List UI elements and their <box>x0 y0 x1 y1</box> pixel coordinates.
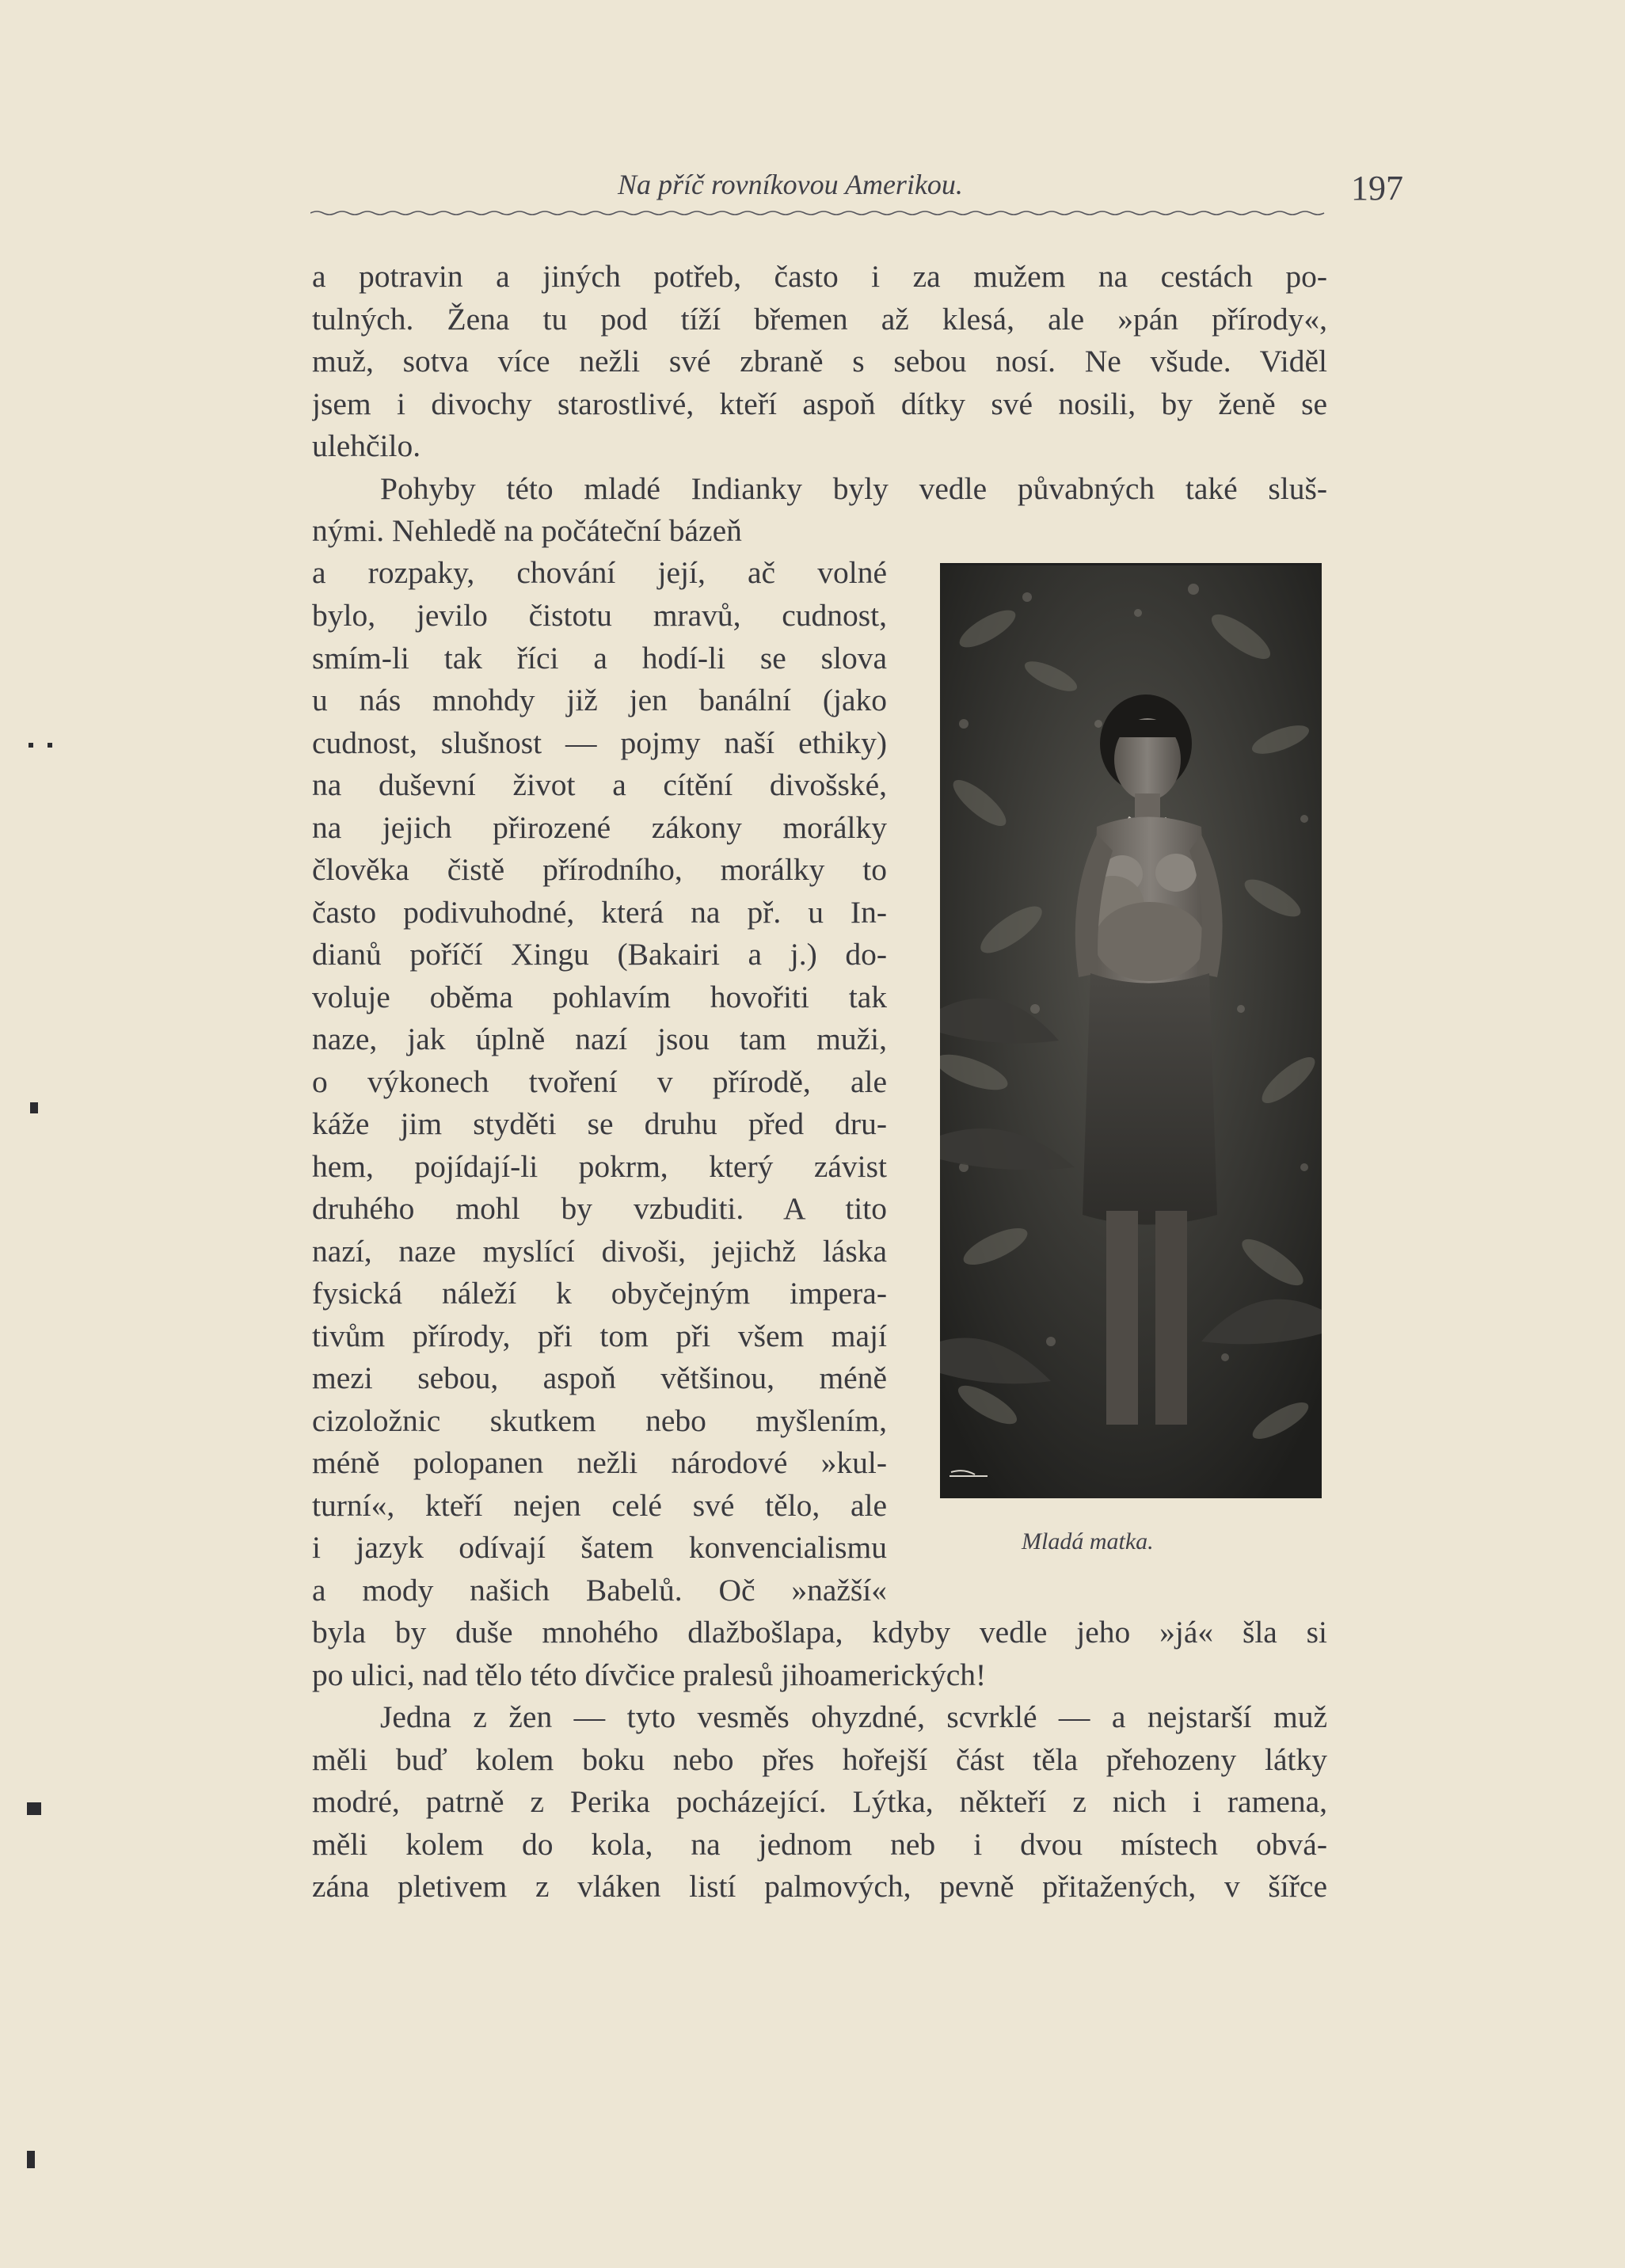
text-line: byla by duše mnohého dlažbošlapa, kdyby vedle jeho »já« šla si <box>312 1615 1327 1650</box>
text-line: naze, jak úplně nazí jsou tam muži, <box>312 1022 887 1056</box>
text-line: ulehčilo. <box>312 428 421 463</box>
header-wavy-rule <box>310 209 1329 217</box>
text-line: nými. Nehledě na počáteční bázeň <box>312 513 742 548</box>
figure-caption: Mladá matka. <box>1022 1528 1154 1554</box>
text-line: Jedna z žen — tyto vesměs ohyzdné, scvrklé — a nejstarší muž <box>380 1699 1327 1734</box>
text-line: nazí, naze myslící divoši, jejichž láska <box>312 1234 887 1269</box>
text-line: cizoložnic skutkem nebo myšlením, <box>312 1403 887 1438</box>
text-line: turní«, kteří nejen celé své tělo, ale <box>312 1488 887 1523</box>
page-number: 197 <box>1351 169 1403 207</box>
text-line: mezi sebou, aspoň většinou, méně <box>312 1360 887 1395</box>
text-line: o výkonech tvoření v přírodě, ale <box>312 1064 887 1099</box>
text-line: fysická náleží k obyčejným impera- <box>312 1276 887 1311</box>
text-line: tulných. Žena tu pod tíží břemen až klesá, ale »pán přírody«, <box>312 302 1327 337</box>
text-line: smím-li tak říci a hodí-li se slova <box>312 641 887 675</box>
text-line: tivům přírody, při tom při všem mají <box>312 1319 887 1353</box>
text-line: i jazyk odívají šatem konvencialismu <box>312 1530 887 1565</box>
text-line: modré, patrně z Perika pocházející. Lýtka, někteří z nich i ramena, <box>312 1784 1327 1819</box>
text-line: muž, sotva více nežli své zbraně s sebou nosí. Ne všude. Viděl <box>312 344 1327 379</box>
text-line: často podivuhodné, která na př. u In- <box>312 895 887 930</box>
text-line: a potravin a jiných potřeb, často i za mužem na cestách po- <box>312 259 1327 294</box>
margin-mark <box>48 743 52 748</box>
text-line: káže jim styděti se druhu před dru- <box>312 1106 887 1141</box>
photograph-illustration <box>940 565 1322 1498</box>
text-line: jsem i divochy starostlivé, kteří aspoň dítky své nosili, by ženě se <box>312 386 1327 421</box>
text-line: a mody našich Babelů. Oč »nažší« <box>312 1573 887 1608</box>
text-line: cudnost, slušnost — pojmy naší ethiky) <box>312 725 887 760</box>
text-line: hem, pojídají-li pokrm, který závist <box>312 1149 887 1184</box>
text-line: Pohyby této mladé Indianky byly vedle půvabných také sluš- <box>380 471 1327 506</box>
text-line: a rozpaky, chování její, ač volné <box>312 555 887 590</box>
text-line: bylo, jevilo čistotu mravů, cudnost, <box>312 598 887 633</box>
text-line: dianů poříčí Xingu (Bakairi a j.) do- <box>312 937 887 972</box>
text-line: po ulici, nad tělo této dívčice pralesů jihoamerických! <box>312 1657 987 1692</box>
text-line: na duševní život a cítění divošské, <box>312 767 887 802</box>
margin-mark <box>27 2151 35 2168</box>
margin-mark <box>27 1802 41 1815</box>
text-line: voluje oběma pohlavím hovořiti tak <box>312 980 887 1014</box>
text-line: zána pletivem z vláken listí palmových, pevně přitažených, v šířce <box>312 1869 1327 1904</box>
margin-mark <box>30 1102 38 1113</box>
text-line: měli buď kolem boku nebo přes hořejší část těla přehozeny látky <box>312 1742 1327 1777</box>
young-mother-photograph <box>940 563 1322 1498</box>
text-line: méně polopanen nežli národové »kul- <box>312 1445 887 1480</box>
running-title: Na příč rovníkovou Amerikou. <box>618 169 963 200</box>
text-line: člověka čistě přírodního, morálky to <box>312 852 887 887</box>
margin-mark <box>29 743 33 748</box>
text-line: měli kolem do kola, na jednom neb i dvou místech obvá- <box>312 1827 1327 1862</box>
text-line: na jejich přirozené zákony morálky <box>312 810 887 845</box>
text-line: druhého mohl by vzbuditi. A tito <box>312 1191 887 1226</box>
text-line: u nás mnohdy již jen banální (jako <box>312 683 887 717</box>
